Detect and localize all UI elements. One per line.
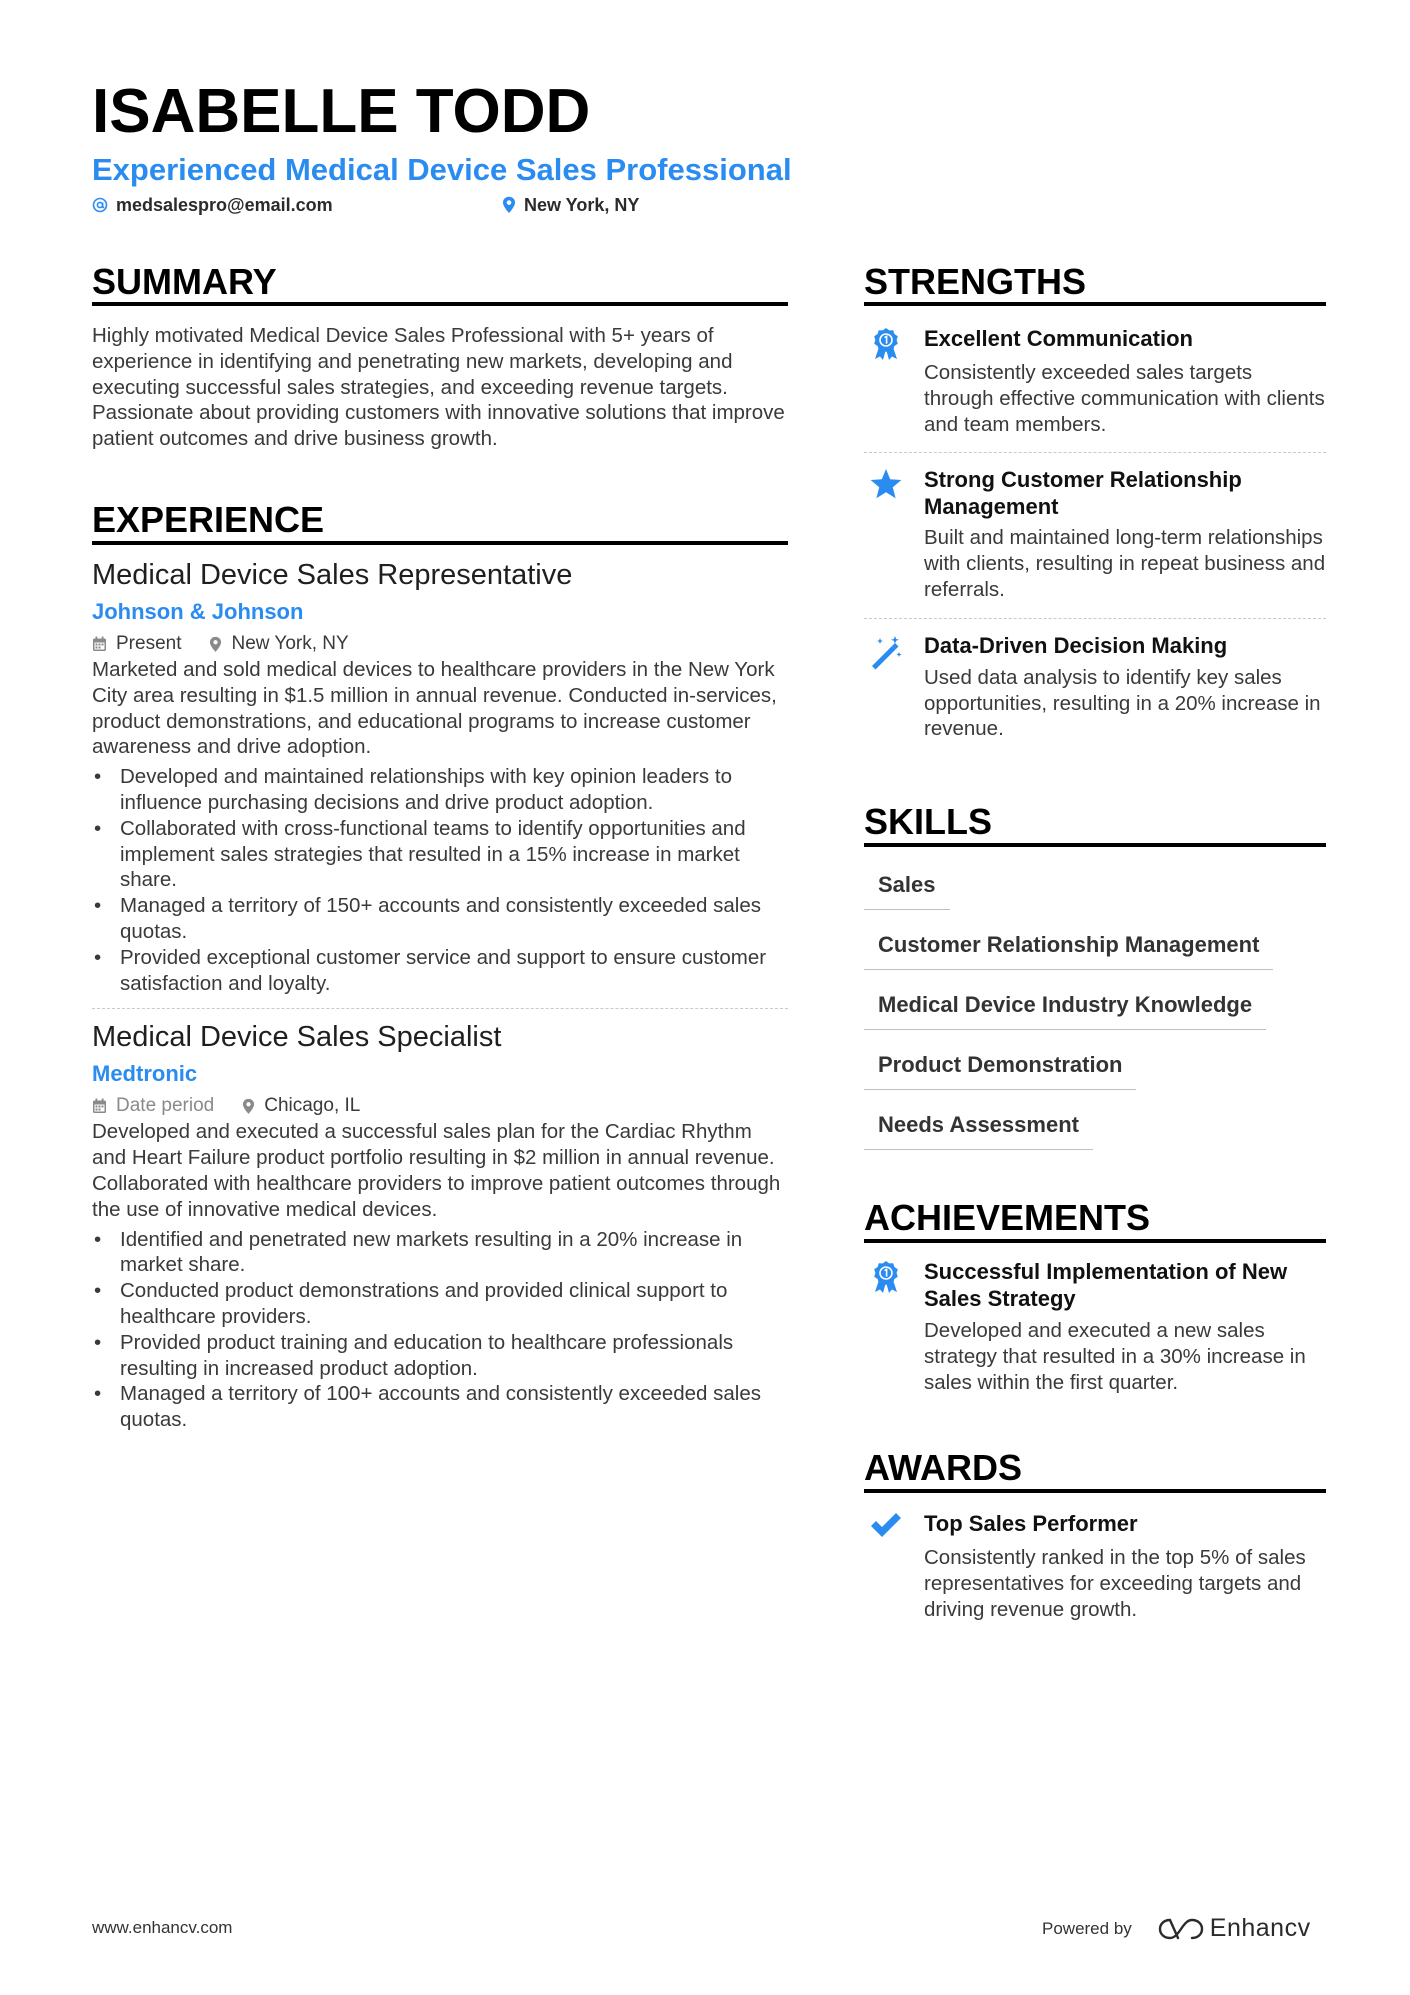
job-date xyxy=(92,1093,214,1119)
award-ribbon-icon xyxy=(868,1260,904,1296)
at-sign-icon xyxy=(92,197,108,213)
experience-item xyxy=(92,1019,788,1433)
footer-website[interactable]: www.enhancv.com xyxy=(92,1918,233,1937)
map-pin-icon xyxy=(242,1098,255,1115)
brand-name: Enhancv xyxy=(1209,1914,1311,1942)
summary-heading: SUMMARY xyxy=(92,261,277,302)
strengths-heading: STRENGTHS xyxy=(864,261,1087,302)
experience-rule xyxy=(92,541,788,545)
checkmark-icon xyxy=(868,1512,904,1548)
calendar-icon xyxy=(92,1098,107,1114)
star-icon xyxy=(868,468,904,504)
job-date xyxy=(92,631,181,657)
job-date-text: Date period xyxy=(116,1095,215,1117)
contact-email[interactable] xyxy=(92,193,333,217)
job-location-text: New York, NY xyxy=(231,633,349,654)
powered-by-label: Powered by xyxy=(1042,1918,1132,1938)
achievements-rule xyxy=(864,1239,1326,1243)
magic-wand-icon xyxy=(868,634,904,670)
award-ribbon-icon xyxy=(868,327,904,363)
map-pin-icon xyxy=(209,636,222,653)
job-meta xyxy=(92,1093,788,1119)
company-name[interactable]: Medtronic xyxy=(92,1061,198,1087)
award-description: Consistently ranked in the top 5% of sales representatives for exceeding targets and driving revenue growth. xyxy=(924,1546,1306,1621)
awards-rule xyxy=(864,1489,1326,1493)
award-title: Top Sales Performer xyxy=(924,1511,1138,1536)
award-item xyxy=(864,1510,1326,1622)
job-bullet: • Managed a territory of 100+ accounts and consistently exceeded sales quotas. xyxy=(92,1381,788,1433)
achievement-description: Developed and executed a new sales strategy that resulted in a 30% increase in sales within the first quarter. xyxy=(924,1319,1306,1394)
summary-text: Highly motivated Medical Device Sales Professional with 5+ years of experience in identifying and penetrating new markets, developing and executing successful sales strategies, and exceeding revenue targets. Passionate about providing customers with innovative solutions that improve patient outcomes and drive business growth. xyxy=(92,324,785,451)
skill-tag: Needs Assessment xyxy=(864,1111,1093,1150)
job-bullets xyxy=(92,1227,788,1433)
calendar-icon xyxy=(92,636,107,652)
awards-list xyxy=(864,1510,1326,1622)
strength-divider xyxy=(864,618,1326,619)
experience-item xyxy=(92,557,788,996)
job-bullet: • Managed a territory of 150+ accounts and consistently exceeded sales quotas. xyxy=(92,893,788,945)
job-bullet: • Developed and maintained relationships with key opinion leaders to influence purchasing decisions and drive product adoption. xyxy=(92,764,788,816)
job-description: Developed and executed a successful sales plan for the Cardiac Rhythm and Heart Failure product portfolio resulting in $2 million in annual revenue. Collaborated with healthcare providers to improve patient outcomes through the use of innovative medical devices. xyxy=(92,1120,781,1221)
job-meta xyxy=(92,631,788,657)
strengths-rule xyxy=(864,302,1326,306)
strength-title: Strong Customer Relationship Management xyxy=(924,467,1242,520)
enhancv-logo-icon xyxy=(1158,1917,1204,1941)
job-location xyxy=(242,1093,360,1119)
achievements-heading: ACHIEVEMENTS xyxy=(864,1197,1151,1238)
job-location xyxy=(209,631,348,657)
contact-location-text: New York, NY xyxy=(524,195,640,215)
experience-list xyxy=(92,557,788,1433)
map-pin-icon xyxy=(502,196,516,214)
strength-item xyxy=(864,632,1326,742)
strength-divider xyxy=(864,452,1326,453)
job-title: Medical Device Sales Specialist xyxy=(92,1021,502,1054)
job-bullet: • Provided exceptional customer service and support to ensure customer satisfaction and loyalty. xyxy=(92,945,788,997)
strength-item xyxy=(864,466,1326,602)
experience-divider xyxy=(92,1008,788,1009)
strength-description: Used data analysis to identify key sales opportunities, resulting in a 20% increase in revenue. xyxy=(924,665,1321,741)
awards-heading: AWARDS xyxy=(864,1447,1023,1488)
strength-item xyxy=(864,325,1326,437)
job-date-text: Present xyxy=(116,633,182,654)
job-bullet: • Identified and penetrated new markets resulting in a 20% increase in market share. xyxy=(92,1227,788,1279)
achievement-title: Successful Implementation of New Sales Strategy xyxy=(924,1259,1288,1311)
skills-rule xyxy=(864,843,1326,847)
summary-rule xyxy=(92,302,788,306)
job-location-text: Chicago, IL xyxy=(264,1095,361,1117)
strength-title: Data-Driven Decision Making xyxy=(924,632,1228,658)
job-description: Marketed and sold medical devices to healthcare providers in the New York City area resulting in $1.5 million in annual revenue. Conducted in-services, product demonstrations, and educational programs to increase customer awareness and drive adoption. xyxy=(92,658,777,759)
skills-list xyxy=(864,871,1326,1171)
strength-description: Built and maintained long-term relationships with clients, resulting in repeat business and referrals. xyxy=(924,526,1326,601)
strengths-list xyxy=(864,325,1326,742)
strength-description: Consistently exceeded sales targets through effective communication with clients and team members. xyxy=(924,361,1325,436)
job-title: Medical Device Sales Representative xyxy=(92,559,573,591)
contact-email-text: medsalespro@email.com xyxy=(116,195,333,215)
job-bullets xyxy=(92,764,788,996)
achievement-item xyxy=(864,1258,1326,1395)
achievements-list xyxy=(864,1258,1326,1395)
company-name[interactable]: Johnson & Johnson xyxy=(92,599,304,624)
skills-heading: SKILLS xyxy=(864,801,993,842)
job-bullet: • Provided product training and education to healthcare professionals resulting in increased product adoption. xyxy=(92,1330,788,1382)
contact-location xyxy=(502,193,639,217)
skill-tag: Sales xyxy=(864,871,950,910)
skill-tag: Customer Relationship Management xyxy=(864,931,1273,970)
strength-title: Excellent Communication xyxy=(924,326,1193,351)
skill-tag: Medical Device Industry Knowledge xyxy=(864,991,1266,1030)
footer-powered-by[interactable] xyxy=(1042,1914,1311,1943)
skill-tag: Product Demonstration xyxy=(864,1051,1136,1090)
experience-heading: EXPERIENCE xyxy=(92,499,325,540)
candidate-name: ISABELLE TODD xyxy=(92,77,591,146)
job-bullet: • Collaborated with cross-functional teams to identify opportunities and implement sales strategies that resulted in a 15% increase in market share. xyxy=(92,816,788,893)
candidate-headline: Experienced Medical Device Sales Professional xyxy=(92,152,792,187)
job-bullet: • Conducted product demonstrations and provided clinical support to healthcare providers. xyxy=(92,1278,788,1330)
